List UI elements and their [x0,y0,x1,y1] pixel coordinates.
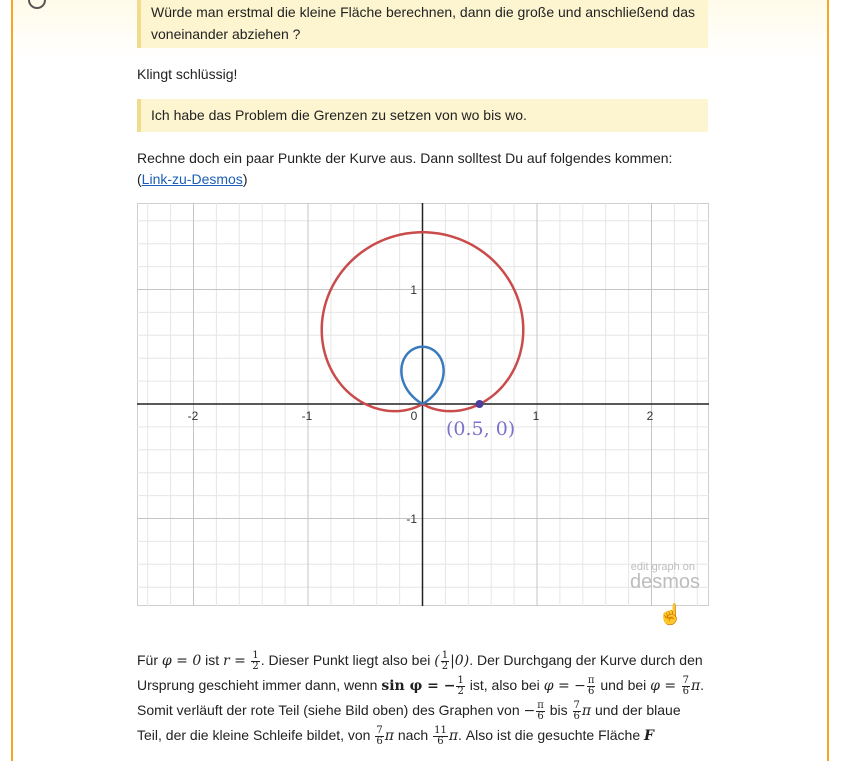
desmos-link[interactable]: Link-zu-Desmos [141,171,243,187]
math-point: |0) [450,653,470,669]
y-tick-neg1: -1 [406,512,417,526]
fraction: $\frac{1}{2}$ [457,674,464,697]
math-F: F [644,728,654,744]
math-pi: π [690,678,701,694]
marked-point[interactable] [476,400,484,408]
text-seg: Für [137,652,162,668]
quote-block-2 [137,99,708,132]
paragraph-2-text: Rechne doch ein paar Punkte der Kurve aus. Dann solltest Du auf folgendes kommen: [137,150,673,166]
quote-text-1: Würde man erstmal die kleine Fläche berechnen, dann die große und anschließend das voneinander abziehen ? [151,4,695,42]
paragraph-2 [137,148,708,190]
text-seg: und bei [596,677,651,693]
paren-close: ) [242,171,248,187]
math-phi: φ = [650,678,681,694]
watermark-caption: edit graph on [630,561,695,573]
math-phi: φ = − [543,678,586,694]
panel-border-right [827,0,829,761]
x-tick-neg2: -2 [187,409,199,423]
math-pi: π [448,728,459,744]
math-paren: ( [434,653,440,669]
math-pi: π [581,703,592,719]
text-seg: . Somit verläuft der rote Teil (siehe Bild oben) des Graphen von [137,677,705,718]
paragraph-1: Klingt schlüssig! [137,66,238,82]
text-seg: ist, also bei [465,677,544,693]
point-label: (0.5, 0) [446,418,516,440]
math-pi: π [384,728,394,744]
paren-open: ( [137,171,142,187]
y-tick-1: 1 [410,283,417,297]
x-tick-2: 2 [646,409,654,423]
text-seg: . Der Durchgang der Kurve durch den Ursprung geschieht immer dann, wenn [137,652,703,693]
math-sin: sin φ = − [381,678,456,694]
text-seg: bis [545,702,572,718]
fraction: $\frac{\pi}{6}$ [537,699,544,722]
desmos-watermark-logo[interactable]: desmos [629,571,700,593]
fraction: $\frac{7}{6}$ [682,674,689,697]
panel-border-left [11,0,13,761]
math-phi-zero: φ = 0 [161,653,202,669]
text-seg: und der blaue Teil, der die kleine Schleife bildet, von [137,702,681,743]
x-tick-1: 1 [532,409,540,423]
x-tick-0: 0 [410,409,418,423]
fraction: $\frac{7}{6}$ [376,724,383,747]
math-minus: − [523,703,536,719]
x-tick-neg1: -1 [301,409,313,423]
text-seg: nach [393,727,433,743]
text-seg: . Also ist die gesuchte Fläche [458,727,645,743]
desmos-graph[interactable] [137,203,709,626]
quote-text-2: Ich habe das Problem die Grenzen zu setzen von wo bis wo. [151,107,527,123]
text-seg: ist [201,652,224,668]
explanation-paragraph [137,648,709,748]
quote-block-1 [137,0,708,48]
hand-cursor-icon: ☝ [658,604,683,626]
text-seg: . Dieser Punkt liegt also bei [260,652,435,668]
fraction: $\frac{1}{2}$ [252,649,259,672]
fraction: $\frac{11}{6}$ [434,724,447,747]
fraction: $\frac{1}{2}$ [441,649,449,672]
fraction: $\frac{\pi}{6}$ [587,674,595,697]
math-r: r = [223,653,251,669]
fraction: $\frac{7}{6}$ [573,699,580,722]
